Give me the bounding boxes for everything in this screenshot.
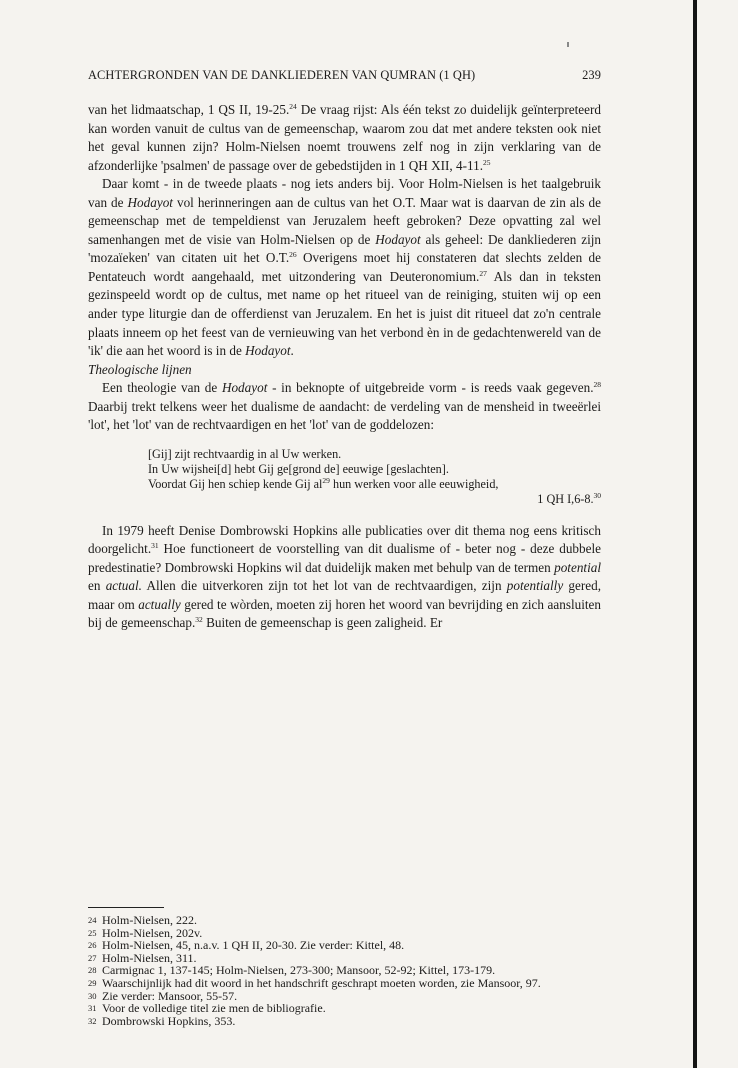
scan-edge-shadow [693,0,697,1068]
footnote-separator [88,907,164,908]
footnote-ref: 25 [483,157,491,167]
footnote: 27 Holm-Nielsen, 311. [88,950,197,965]
paragraph-1: van het lidmaatschap, 1 QS II, 19-25.24 De vraag rijst: Als één tekst zo duidelijk geïnterpreteerd kan worden vanuit de cultus van de gemeenschap, waarom zou dat met andere teksten ook niet het geval kunnen zijn? Holm-Nielsen noemt trouwens zelf nog in zijn verklaring van de afzonderlijke 'psalmen' de passage over de gebedstijden in 1 QH XII, 4-11.25 [88,102,602,173]
quote-line: Voordat Gij hen schiep kende Gij al$^{29}$ hun werken voor alle eeuwigheid, [148,476,499,492]
footnote: 32 Dombrowski Hopkins, 353. [88,1013,236,1028]
footnote: 24 Holm-Nielsen, 222. [88,913,197,927]
footnote-ref: 26 [289,250,297,260]
footnote: 30 Zie verder: Mansoor, 55-57. [88,988,238,1003]
page-number: 239 [582,68,601,82]
footnote: 26 Holm-Nielsen, 45, n.a.v. 1 QH II, 20-30. Zie verder: Kittel, 48. [88,938,405,953]
footnote-ref: 29 [322,476,330,486]
paragraph-3: Een theologie van de Hodayot - in beknopte of uitgebreide vorm - is reeds vaak gegeven.$^{28}$ Daarbij trekt telkens weer het dualisme de aandacht: de verdeling van de mensheid in tweeërlei 'lot', het 'lot' van de rechtvaardigen en het 'lot' van de goddelozen: [88,380,601,433]
footnote-ref: 28 [593,380,601,390]
quote-line: In Uw wijshei[d] hebt Gij ge[grond de] eeuwige [geslachten]. [148,462,449,477]
footnote: 28 Carmignac 1, 137-145; Holm-Nielsen, 273-300; Mansoor, 52-92; Kittel, 173-179. [88,963,496,978]
footnote-ref: 32 [195,615,203,625]
running-header [88,68,601,83]
paragraph-4: In 1979 heeft Denise Dombrowski Hopkins alle publicaties over dit thema nog eens kritisch doorgelicht.$^{31}$ Hoe functioneert de voorstelling van dit dualisme of - beter nog - deze dubbele predestinatie? Dombrowski Hopkins wil dat duidelijk maken met behulp van de termen potential en actual. Allen die uitverkoren zijn tot het lot van de rechtvaardigen, zijn potentially gered, maar om actually gered te wòrden, moeten zij horen het woord van bevrijding en zich aansluiten bij de gemeenschap.$^{32}$ Buiten de gemeenschap is geen zaligheid. Er [88,522,601,631]
footnote-ref: 31 [151,541,159,551]
footnote-ref: 27 [479,268,487,278]
paragraph-2: Daar komt - in de tweede plaats - nog iets anders bij. Voor Holm-Nielsen is het taalgebruik van de Hodayot vol herinneringen aan de cultus van het O.T. Maar wat is daarvan de zin als de gemeenschap met de tempeldienst van Jeruzalem heeft gebroken? Deze opvatting zal wel samenhangen met de visie van Holm-Nielsen op de Hodayot als geheel: De dankliederen zijn 'mozaïeken' van citaten uit het O.T.$^{26}$ Overigens moet hij constateren dat slechts zelden de Pentateuch wordt aangehaald, met uitzondering van Deuteronomium.$^{27}$ Als dan in teksten gezinspeeld wordt op de cultus, met name op het ritueel van de reiniging, stuiten wij op een ander type liturgie dan de offerdienst van Jeruzalem. En het is juist dit ritueel dat zo'n centrale plaats inneem op het feest van de vernieuwing van het verbond èn in de gedachtenwereld van de 'ik' die aan het woord is in de Hodayot. [88,176,601,359]
quote-line: [Gij] zijt rechtvaardig in al Uw werken. [148,446,342,461]
footnotes [88,914,601,1027]
footnote: 29 Waarschijnlijk had dit woord in het handschrift geschrapt moeten worden, zie Mansoor, 97. [88,975,541,990]
footnote-ref: 24 [289,102,297,111]
footnote-ref: 30 [593,491,601,501]
block-quote [148,447,601,508]
scan-speck [567,42,569,47]
footnote: 31 Voor de volledige titel zie men de bibliografie. [88,1001,326,1016]
footnote: 25 Holm-Nielsen, 202v. [88,925,203,940]
quote-reference: 1 QH I,6-8.30 [537,491,601,507]
section-subheading: Theologische lijnen [88,361,192,377]
main-text [88,101,601,633]
running-title: ACHTERGRONDEN VAN DE DANKLIEDEREN VAN QUMRAN (1 QH) [88,68,476,82]
